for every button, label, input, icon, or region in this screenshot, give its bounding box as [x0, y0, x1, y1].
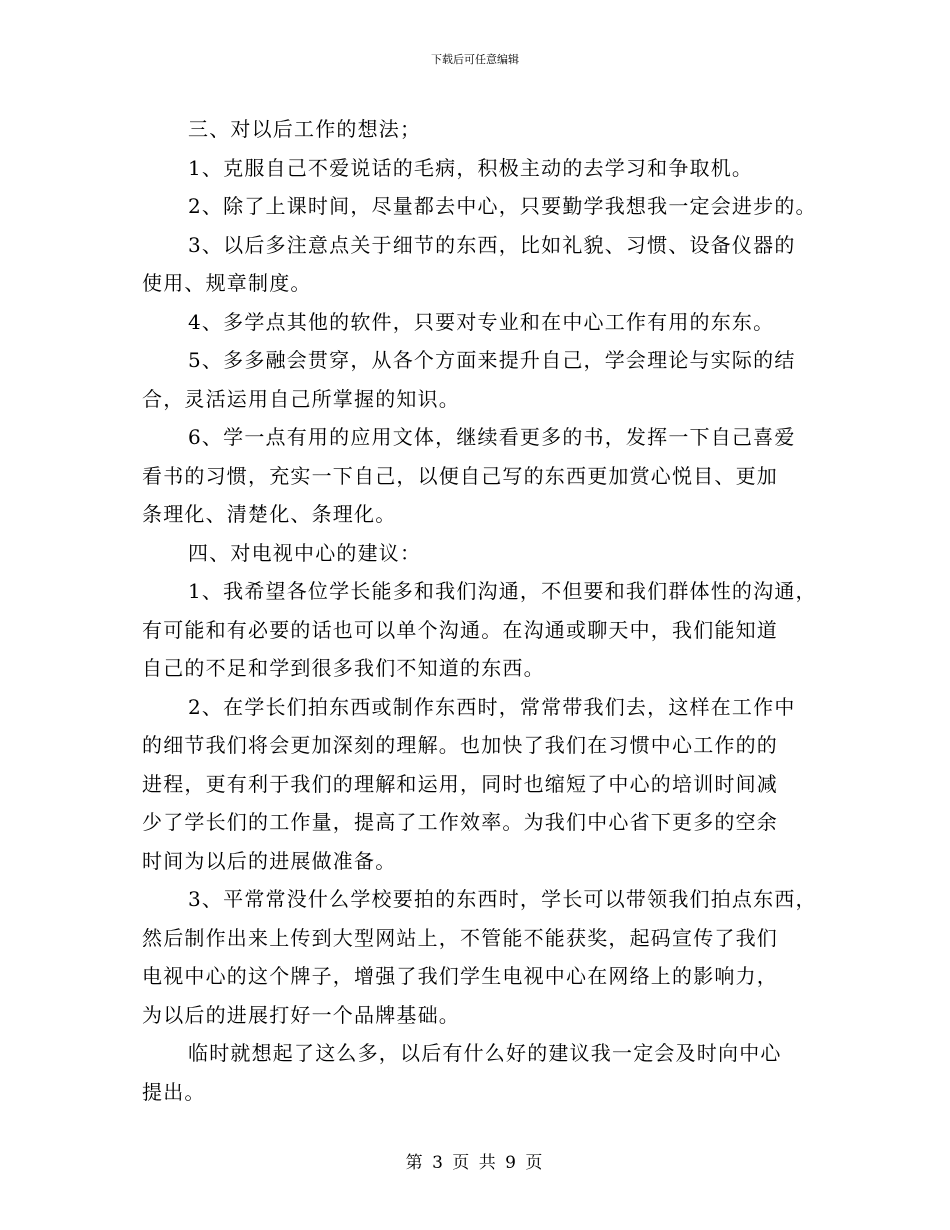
paragraph-line: 进程，更有利于我们的理解和运用，同时也缩短了中心的培训时间减: [142, 771, 778, 796]
section-heading-future-plans: 三、对以后工作的想法；: [188, 117, 422, 141]
paragraph-line: 3、以后多注意点关于细节的东西，比如礼貌、习惯、设备仪器的: [188, 232, 796, 257]
paragraph-line: 1、克服自己不爱说话的毛病，积极主动的去学习和争取机。: [188, 155, 754, 180]
page-header-note: 下载后可任意编辑: [431, 53, 519, 66]
paragraph-line: 使用、规章制度。: [142, 271, 312, 295]
paragraph-line: 少了学长们的工作量，提高了工作效率。为我们中心省下更多的空余: [142, 810, 778, 834]
paragraph-line: 2、除了上课时间，尽量都去中心，只要勤学我想我一定会进步的。: [188, 194, 817, 218]
paragraph-line: 合，灵活运用自己所掌握的知识。: [142, 386, 460, 411]
paragraph-line: 为以后的进展打好一个品牌基础。: [142, 1002, 460, 1027]
paragraph-line: 然后制作出来上传到大型网站上，不管能不能获奖，起码宣传了我们: [142, 925, 778, 950]
paragraph-line: 1、我希望各位学长能多和我们沟通，不但要和我们群体性的沟通，: [188, 579, 817, 603]
paragraph-line: 2、在学长们拍东西或制作东西时，常常带我们去，这样在工作中: [188, 694, 796, 719]
paragraph-line: 的细节我们将会更加深刻的理解。也加快了我们在习惯中心工作的的: [142, 733, 778, 757]
paragraph-line: 4、多学点其他的软件，只要对专业和在中心工作有用的东东。: [188, 309, 775, 334]
paragraph-line: 有可能和有必要的话也可以单个沟通。在沟通或聊天中，我们能知道: [142, 617, 778, 642]
page-number-footer: 第 3 页 共 9 页: [405, 1153, 545, 1173]
paragraph-line: 5、多多融会贯穿，从各个方面来提升自己，学会理论与实际的结: [188, 348, 796, 372]
paragraph-line: 3、平常常没什么学校要拍的东西时，学长可以带领我们拍点东西，: [188, 887, 817, 911]
paragraph-line: 电视中心的这个牌子，增强了我们学生电视中心在网络上的影响力，: [142, 964, 778, 988]
section-heading-suggestions: 四、对电视中心的建议：: [188, 540, 422, 565]
paragraph-line: 时间为以后的进展做准备。: [142, 848, 397, 873]
paragraph-line: 6、学一点有用的应用文体，继续看更多的书，发挥一下自己喜爱: [188, 425, 796, 449]
paragraph-line: 条理化、清楚化、条理化。: [142, 502, 397, 526]
paragraph-line: 提出。: [142, 1079, 206, 1104]
paragraph-line: 临时就想起了这么多，以后有什么好的建议我一定会及时向中心: [188, 1041, 782, 1065]
paragraph-line: 看书的习惯，充实一下自己，以便自己写的东西更加赏心悦目、更加: [142, 463, 778, 488]
paragraph-line: 自己的不足和学到很多我们不知道的东西。: [142, 656, 545, 680]
document-body: [142, 110, 822, 1111]
